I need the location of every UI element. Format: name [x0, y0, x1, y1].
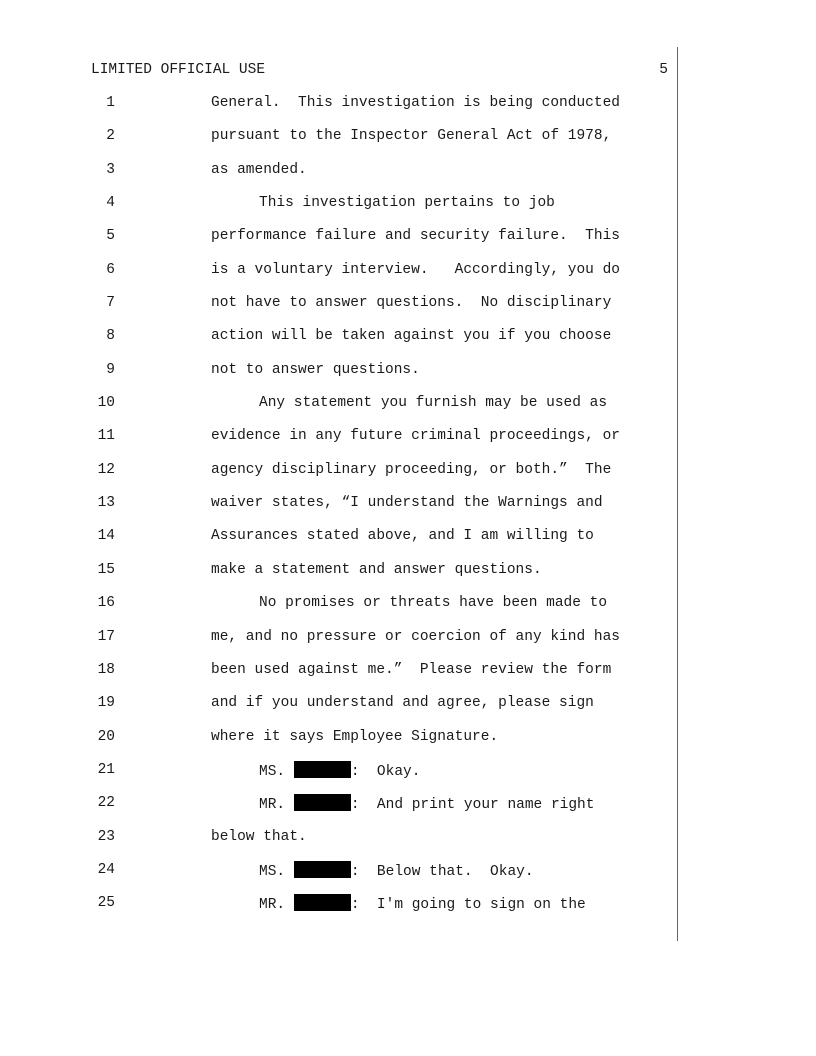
line-number: 19 [97, 695, 115, 712]
speaker-line [259, 894, 586, 914]
line-text: : Okay. [350, 763, 421, 780]
line-text: Assurances stated above, and I am willing to [211, 528, 594, 545]
line-text: action will be taken against you if you choose [211, 328, 612, 345]
line-number: 25 [97, 895, 115, 912]
line-number: 20 [97, 728, 115, 745]
transcript-line [0, 861, 816, 894]
line-text: : And print your name right [350, 797, 595, 814]
transcript-line [0, 227, 816, 260]
line-text: not to answer questions. [211, 361, 420, 378]
line-text: This investigation pertains to job [259, 195, 555, 212]
line-number: 3 [106, 161, 115, 178]
transcript-line [0, 194, 816, 227]
transcript-line [0, 527, 816, 560]
transcript-line [0, 628, 816, 661]
redaction-box [294, 761, 351, 778]
line-number: 9 [106, 361, 115, 378]
redaction-box [294, 894, 351, 911]
transcript-line [0, 594, 816, 627]
line-number: 13 [97, 495, 115, 512]
line-number: 17 [97, 628, 115, 645]
line-number: 18 [97, 661, 115, 678]
line-text: been used against me.” Please review the form [211, 661, 612, 678]
line-number: 1 [106, 95, 115, 111]
transcript-line [0, 361, 816, 394]
line-number: 14 [97, 528, 115, 545]
line-text: performance failure and security failure. This [211, 228, 620, 245]
line-text: not have to answer questions. No disciplinary [211, 295, 612, 312]
line-text: agency disciplinary proceeding, or both.” The [211, 461, 612, 478]
line-number: 5 [106, 228, 115, 245]
line-number: 11 [97, 428, 115, 445]
line-number: 2 [106, 128, 115, 145]
line-text: where it says Employee Signature. [211, 728, 499, 745]
speaker-line [259, 861, 534, 881]
line-number: 21 [97, 761, 115, 778]
line-text: as amended. [211, 161, 307, 178]
line-number: 24 [97, 861, 115, 878]
transcript-lines [0, 94, 816, 928]
line-text: : I'm going to sign on the [350, 897, 586, 914]
line-number: 16 [97, 595, 115, 612]
transcript-line [0, 728, 816, 761]
transcript-line [0, 94, 816, 127]
speaker-title: MS. [259, 763, 294, 780]
line-text: me, and no pressure or coercion of any kind has [211, 628, 620, 645]
speaker-title: MS. [259, 863, 294, 880]
speaker-line [259, 761, 420, 781]
transcript-line [0, 694, 816, 727]
line-text: pursuant to the Inspector General Act of 1978, [211, 128, 612, 145]
speaker-title: MR. [259, 797, 294, 814]
line-text: make a statement and answer questions. [211, 561, 542, 578]
line-number: 6 [106, 261, 115, 278]
transcript-line [0, 127, 816, 160]
speaker-title: MR. [259, 897, 294, 914]
line-number: 23 [97, 828, 115, 845]
line-number: 4 [106, 195, 115, 212]
transcript-line [0, 828, 816, 861]
line-text: waiver states, “I understand the Warnings and [211, 495, 603, 512]
transcript-line [0, 561, 816, 594]
transcript-line [0, 161, 816, 194]
transcript-line [0, 427, 816, 460]
line-text: No promises or threats have been made to [259, 595, 608, 612]
line-number: 7 [106, 295, 115, 312]
line-text: below that. [211, 828, 307, 845]
classification-header: LIMITED OFFICIAL USE [91, 62, 266, 78]
transcript-line [0, 327, 816, 360]
transcript-line [0, 894, 816, 927]
redaction-box [294, 794, 351, 811]
page-number: 5 [659, 62, 668, 78]
transcript-line [0, 261, 816, 294]
line-number: 8 [106, 328, 115, 345]
transcript-line [0, 461, 816, 494]
transcript-line [0, 494, 816, 527]
line-text: is a voluntary interview. Accordingly, you do [211, 261, 620, 278]
redaction-box [294, 861, 351, 878]
line-text: and if you understand and agree, please sign [211, 695, 594, 712]
line-number: 10 [97, 395, 115, 412]
line-text: General. This investigation is being conducted [211, 95, 620, 111]
transcript-line [0, 661, 816, 694]
line-number: 12 [97, 461, 115, 478]
line-text: evidence in any future criminal proceedings, or [211, 428, 620, 445]
line-number: 15 [97, 561, 115, 578]
transcript-line [0, 394, 816, 427]
line-text: : Below that. Okay. [350, 863, 534, 880]
line-number: 22 [97, 795, 115, 812]
speaker-line [259, 794, 594, 814]
line-text: Any statement you furnish may be used as [259, 395, 608, 412]
transcript-line [0, 794, 816, 827]
transcript-line [0, 294, 816, 327]
transcript-line [0, 761, 816, 794]
